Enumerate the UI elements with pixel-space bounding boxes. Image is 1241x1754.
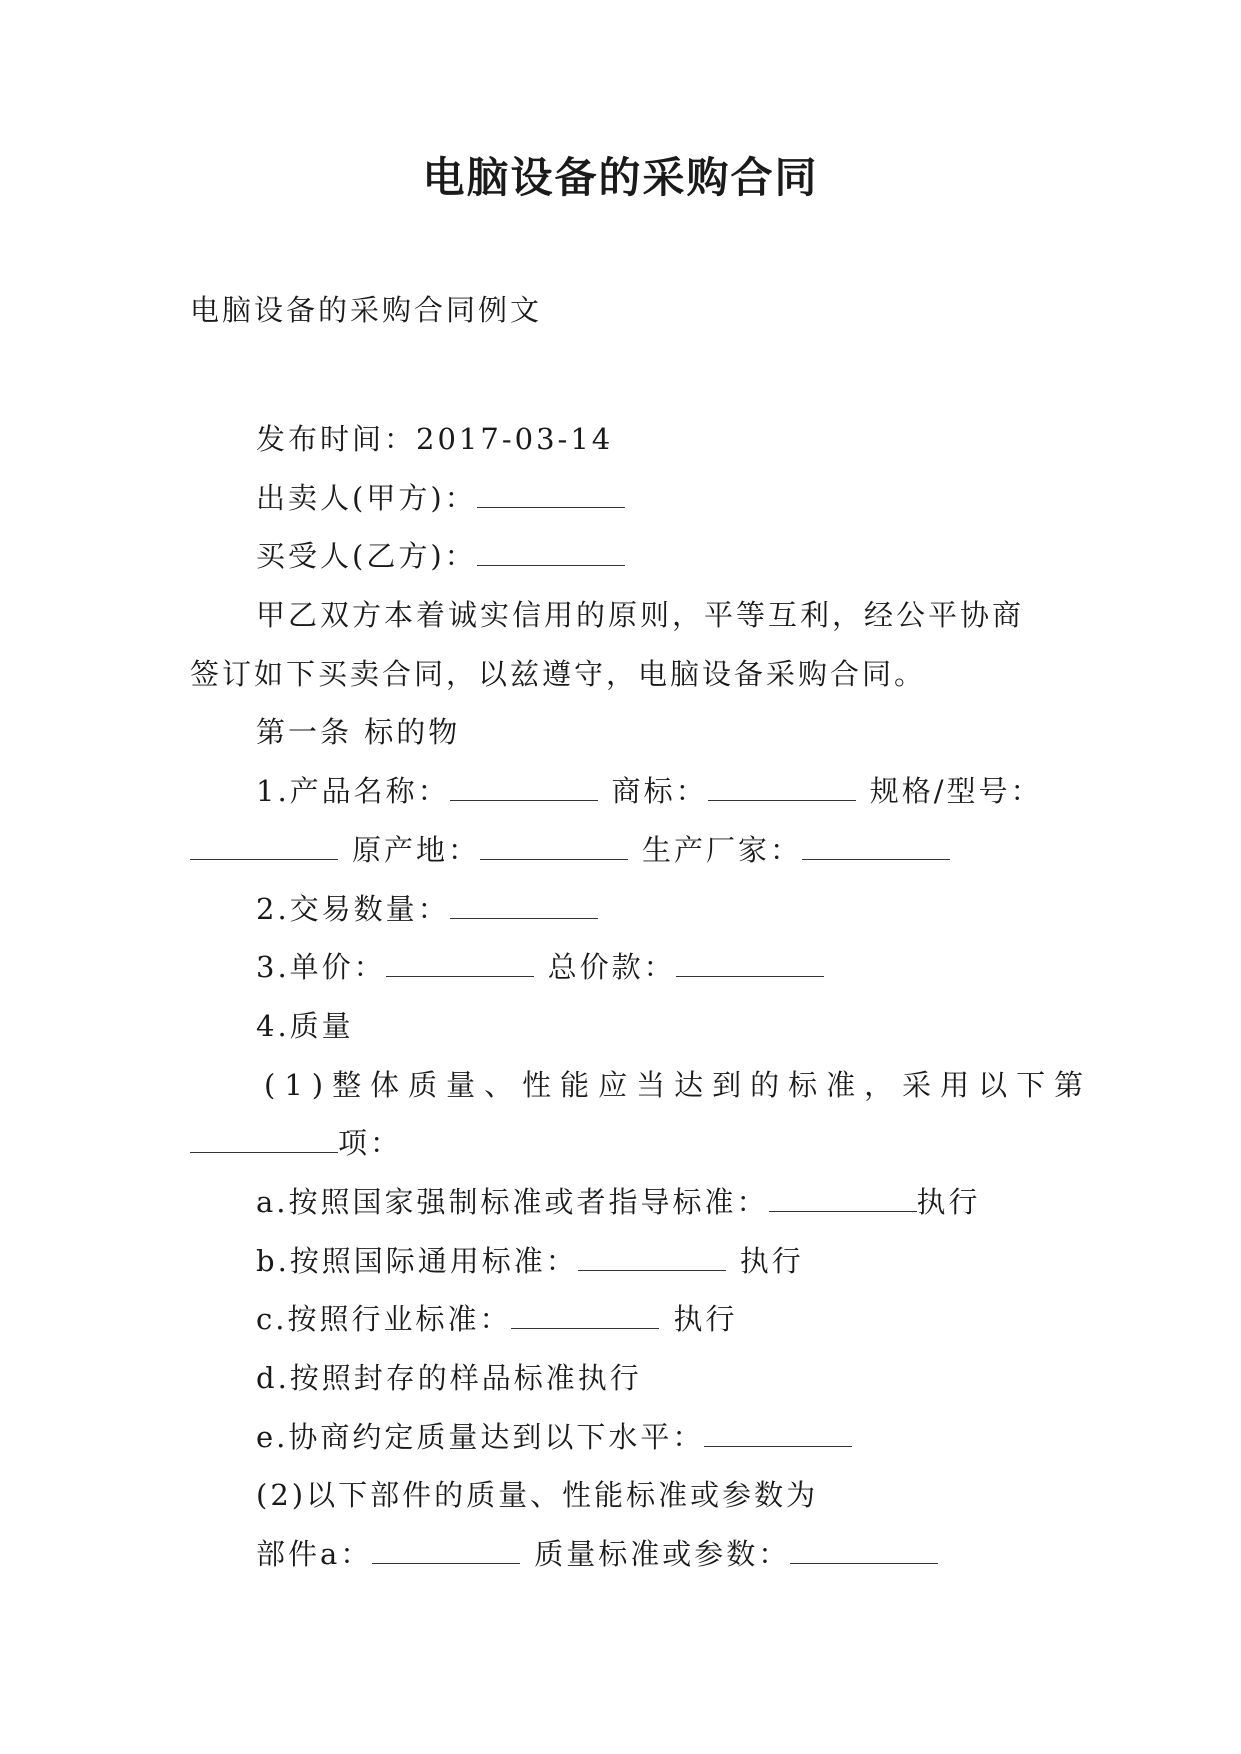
brand-label: 商标： xyxy=(611,774,708,809)
seller-blank xyxy=(477,485,625,508)
total-price-blank xyxy=(676,954,824,977)
document-title: 电脑设备的采购合同 xyxy=(422,153,819,202)
part-a-std-label: 质量标准或参数： xyxy=(534,1537,791,1572)
spec-blank xyxy=(190,837,338,860)
quality-option-suffix: 项： xyxy=(338,1126,403,1161)
quality-c-label: c.按照行业标准： xyxy=(256,1302,512,1337)
quality-a-line xyxy=(190,1173,1050,1232)
part-a-line xyxy=(190,1525,1050,1584)
quality-c-blank xyxy=(511,1306,659,1329)
product-name-label: 1.产品名称： xyxy=(256,774,450,809)
quality-1-line-2 xyxy=(190,1114,1050,1173)
quality-1-line-1: (1)整体质量、性能应当达到的标准，采用以下第 xyxy=(264,1067,1093,1102)
part-a-blank xyxy=(372,1541,520,1564)
buyer-blank xyxy=(477,543,625,566)
item-1-line-2 xyxy=(190,821,1050,880)
quality-e-label: e.协商约定质量达到以下水平： xyxy=(256,1419,705,1454)
item-3-line xyxy=(190,938,1050,997)
quality-e-line xyxy=(190,1408,1050,1467)
buyer-label: 买受人(乙方)： xyxy=(256,539,477,574)
origin-label: 原产地： xyxy=(352,832,481,867)
maker-blank xyxy=(802,837,950,860)
quality-b-line xyxy=(190,1232,1050,1291)
brand-blank xyxy=(708,778,856,801)
item-1-line-1 xyxy=(190,762,1050,821)
total-price-label: 总价款： xyxy=(547,950,676,985)
quality-2-line: (2)以下部件的质量、性能标准或参数为 xyxy=(256,1478,819,1513)
item-4-line: 4.质量 xyxy=(256,1008,354,1043)
maker-label: 生产厂家： xyxy=(642,832,803,867)
document-subtitle: 电脑设备的采购合同例文 xyxy=(190,293,543,327)
quantity-label: 2.交易数量： xyxy=(256,891,450,926)
quantity-blank xyxy=(450,896,598,919)
article-1-heading: 第一条 标的物 xyxy=(256,715,461,750)
quality-b-suffix: 执行 xyxy=(739,1243,804,1278)
quality-a-label: a.按照国家强制标准或者指导标准： xyxy=(256,1184,769,1219)
quality-d-line: d.按照封存的样品标准执行 xyxy=(256,1361,642,1395)
quality-b-label: b.按照国际通用标准： xyxy=(256,1243,578,1278)
publish-date: 2017-03-14 xyxy=(416,422,614,456)
product-name-blank xyxy=(450,778,598,801)
part-a-label: 部件a： xyxy=(256,1537,373,1572)
spec-label: 规格/型号： xyxy=(869,774,1043,809)
seller-label: 出卖人(甲方)： xyxy=(256,480,477,515)
quality-e-blank xyxy=(704,1424,852,1447)
buyer-line xyxy=(190,527,1050,586)
quality-a-blank xyxy=(769,1189,917,1212)
part-a-std-blank xyxy=(790,1541,938,1564)
item-2-line xyxy=(190,880,1050,939)
publish-line xyxy=(190,410,1050,469)
seller-line xyxy=(190,469,1050,528)
quality-c-line xyxy=(190,1290,1050,1349)
origin-blank xyxy=(480,837,628,860)
intro-line-1: 甲乙双方本着诚实信用的原则，平等互利，经公平协商 xyxy=(256,598,1025,633)
quality-option-blank xyxy=(190,1130,338,1153)
unit-price-label: 3.单价： xyxy=(256,950,386,985)
quality-c-suffix: 执行 xyxy=(673,1302,738,1337)
document-body xyxy=(190,410,1093,1584)
unit-price-blank xyxy=(386,954,534,977)
quality-b-blank xyxy=(578,1248,726,1271)
quality-a-suffix: 执行 xyxy=(916,1184,981,1219)
publish-label: 发布时间： xyxy=(256,422,417,456)
intro-line-2: 签订如下买卖合同，以兹遵守，电脑设备采购合同。 xyxy=(190,656,927,691)
